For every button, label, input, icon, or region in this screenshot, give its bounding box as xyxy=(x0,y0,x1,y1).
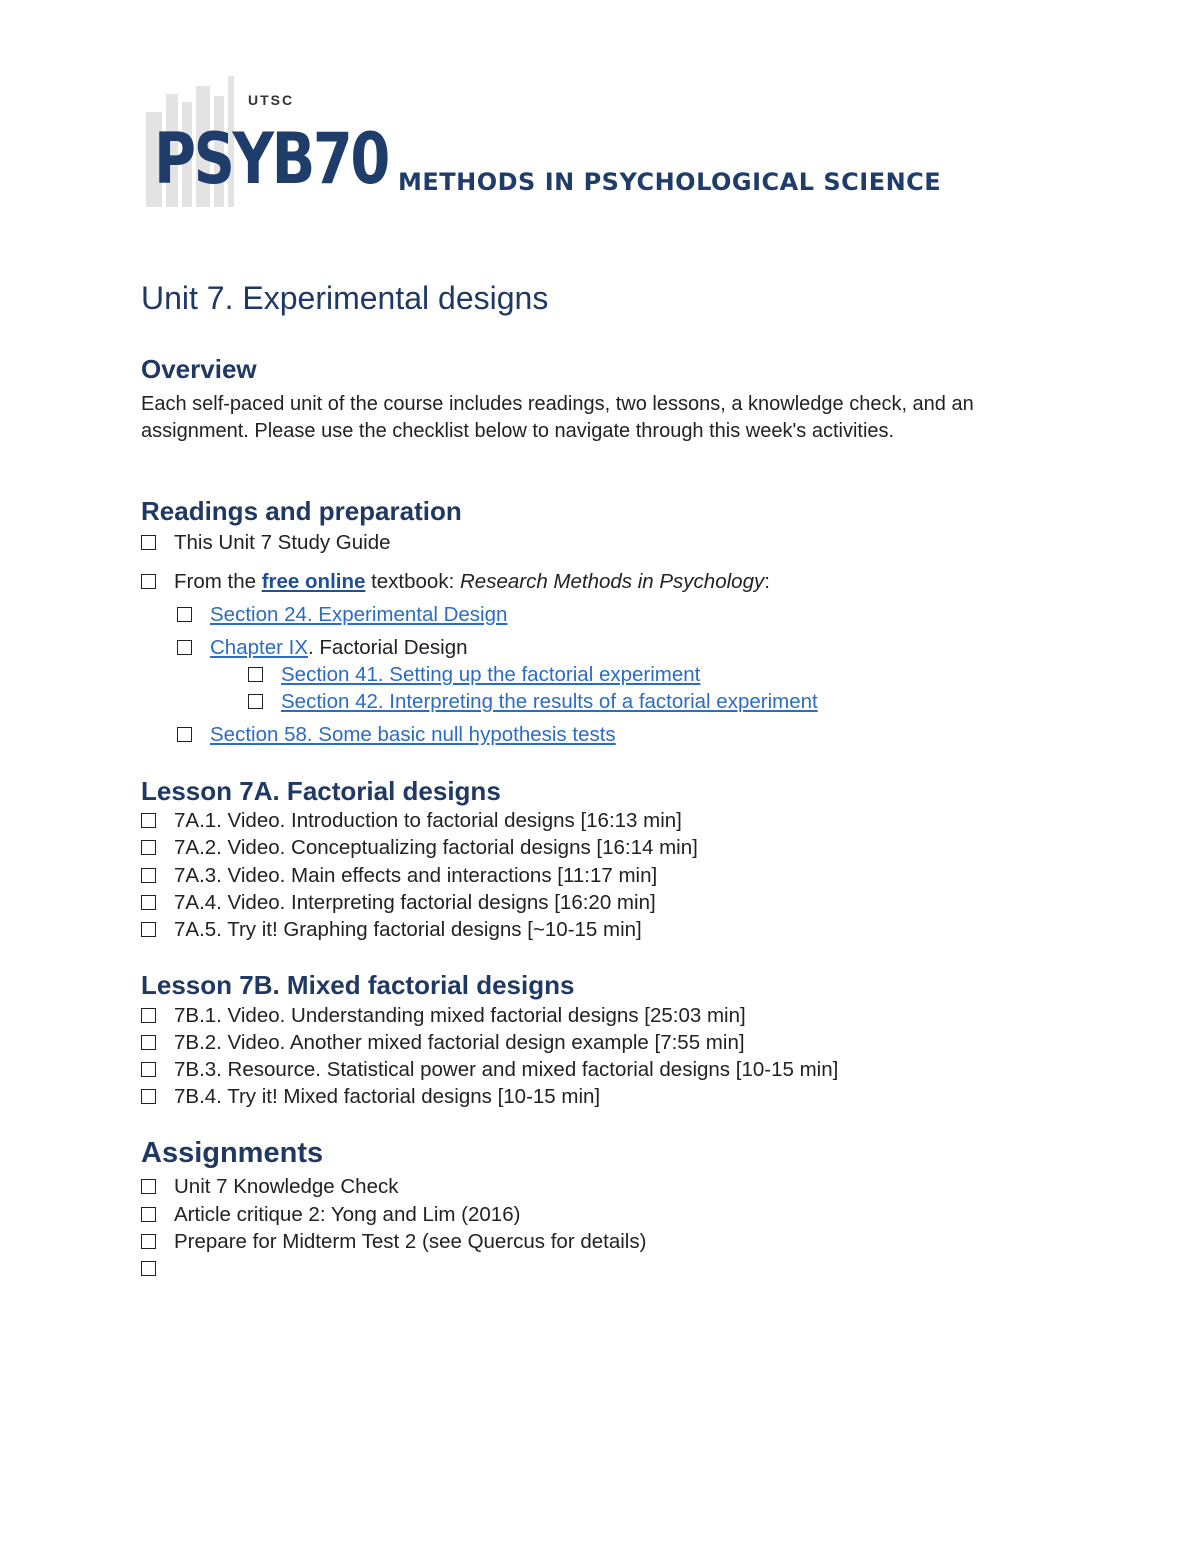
item-label: . Factorial Design xyxy=(308,636,468,659)
lesson-7b-heading: Lesson 7B. Mixed factorial designs xyxy=(141,970,575,1000)
item-label: From the xyxy=(174,570,262,593)
item-label: Prepare for Midterm Test 2 (see Quercus for details) xyxy=(174,1230,647,1253)
checklist-item xyxy=(141,890,656,916)
section-58-link[interactable]: Section 58. Some basic null hypothesis tests xyxy=(210,723,616,746)
checklist-item xyxy=(141,1174,399,1200)
checkbox[interactable] xyxy=(141,535,156,550)
checklist-item xyxy=(141,1003,746,1029)
checkbox[interactable] xyxy=(141,922,156,937)
checkbox[interactable] xyxy=(141,840,156,855)
checklist-item xyxy=(141,917,642,943)
item-label: 7B.1. Video. Understanding mixed factorial designs [25:03 min] xyxy=(174,1004,746,1027)
item-label: 7A.3. Video. Main effects and interactions [11:17 min] xyxy=(174,864,658,887)
item-label: Article critique 2: Yong and Lim (2016) xyxy=(174,1203,521,1226)
checkbox[interactable] xyxy=(141,1261,156,1276)
checkbox[interactable] xyxy=(141,868,156,883)
page-title: Unit 7. Experimental designs xyxy=(141,280,549,316)
section-42-link[interactable]: Section 42. Interpreting the results of a factorial experiment xyxy=(281,690,818,713)
checklist-item xyxy=(141,1256,174,1282)
checklist-item xyxy=(248,662,700,688)
checklist-item xyxy=(141,1229,646,1255)
checklist-item xyxy=(141,1030,745,1056)
checklist-item xyxy=(248,689,818,715)
checkbox[interactable] xyxy=(248,667,263,682)
checkbox[interactable] xyxy=(141,1207,156,1222)
checklist-item xyxy=(141,569,770,595)
checklist-item xyxy=(141,808,682,834)
chapter-9-link[interactable]: Chapter IX xyxy=(210,636,308,659)
checklist-item xyxy=(141,863,657,889)
checklist-item xyxy=(177,602,507,628)
checkbox[interactable] xyxy=(141,1062,156,1077)
checkbox[interactable] xyxy=(141,574,156,589)
item-label: 7B.2. Video. Another mixed factorial design example [7:55 min] xyxy=(174,1031,745,1054)
course-name: METHODS IN PSYCHOLOGICAL SCIENCE xyxy=(398,168,942,196)
checkbox[interactable] xyxy=(141,1179,156,1194)
checkbox[interactable] xyxy=(141,813,156,828)
checklist-item xyxy=(177,635,468,661)
textbook-title: Research Methods in Psychology xyxy=(459,570,765,593)
overview-heading: Overview xyxy=(141,354,257,384)
readings-heading: Readings and preparation xyxy=(141,496,462,526)
checklist-item xyxy=(177,722,616,748)
checklist-item xyxy=(141,835,698,861)
item-label: 7A.2. Video. Conceptualizing factorial designs [16:14 min] xyxy=(174,836,698,859)
checkbox[interactable] xyxy=(141,1234,156,1249)
checkbox[interactable] xyxy=(177,727,192,742)
item-label: : xyxy=(764,570,770,593)
checkbox[interactable] xyxy=(141,1035,156,1050)
item-label: Unit 7 Knowledge Check xyxy=(174,1175,399,1198)
item-label: 7B.3. Resource. Statistical power and mixed factorial designs [10-15 min] xyxy=(174,1058,839,1081)
item-label: textbook: xyxy=(365,570,460,593)
lesson-7a-heading: Lesson 7A. Factorial designs xyxy=(141,776,501,806)
item-label: This Unit 7 Study Guide xyxy=(174,531,391,554)
item-label: 7A.5. Try it! Graphing factorial designs [~10-15 min] xyxy=(174,918,642,941)
checklist-item xyxy=(141,1202,520,1228)
checklist-item xyxy=(141,1057,838,1083)
item-label: 7A.1. Video. Introduction to factorial designs [16:13 min] xyxy=(174,809,682,832)
section-41-link[interactable]: Section 41. Setting up the factorial experiment xyxy=(281,663,701,686)
institution-label: UTSC xyxy=(248,92,295,108)
checklist-item xyxy=(141,530,391,556)
assignments-heading: Assignments xyxy=(141,1137,324,1169)
checkbox[interactable] xyxy=(141,1089,156,1104)
checkbox[interactable] xyxy=(177,640,192,655)
free-online-link[interactable]: free online xyxy=(261,570,366,593)
checkbox[interactable] xyxy=(141,895,156,910)
item-label: 7A.4. Video. Interpreting factorial designs [16:20 min] xyxy=(174,891,656,914)
checkbox[interactable] xyxy=(248,694,263,709)
overview-text: Each self-paced unit of the course includes readings, two lessons, a knowledge check, and an assignment. Please use the checklist below to navigate through this week's activities. xyxy=(141,393,974,442)
course-header xyxy=(142,72,1042,212)
item-label: 7B.4. Try it! Mixed factorial designs [10-15 min] xyxy=(174,1085,601,1108)
section-24-link[interactable]: Section 24. Experimental Design xyxy=(210,603,508,626)
checkbox[interactable] xyxy=(177,607,192,622)
checklist-item xyxy=(141,1084,600,1110)
course-code: PSYB70 xyxy=(154,118,388,200)
checkbox[interactable] xyxy=(141,1008,156,1023)
